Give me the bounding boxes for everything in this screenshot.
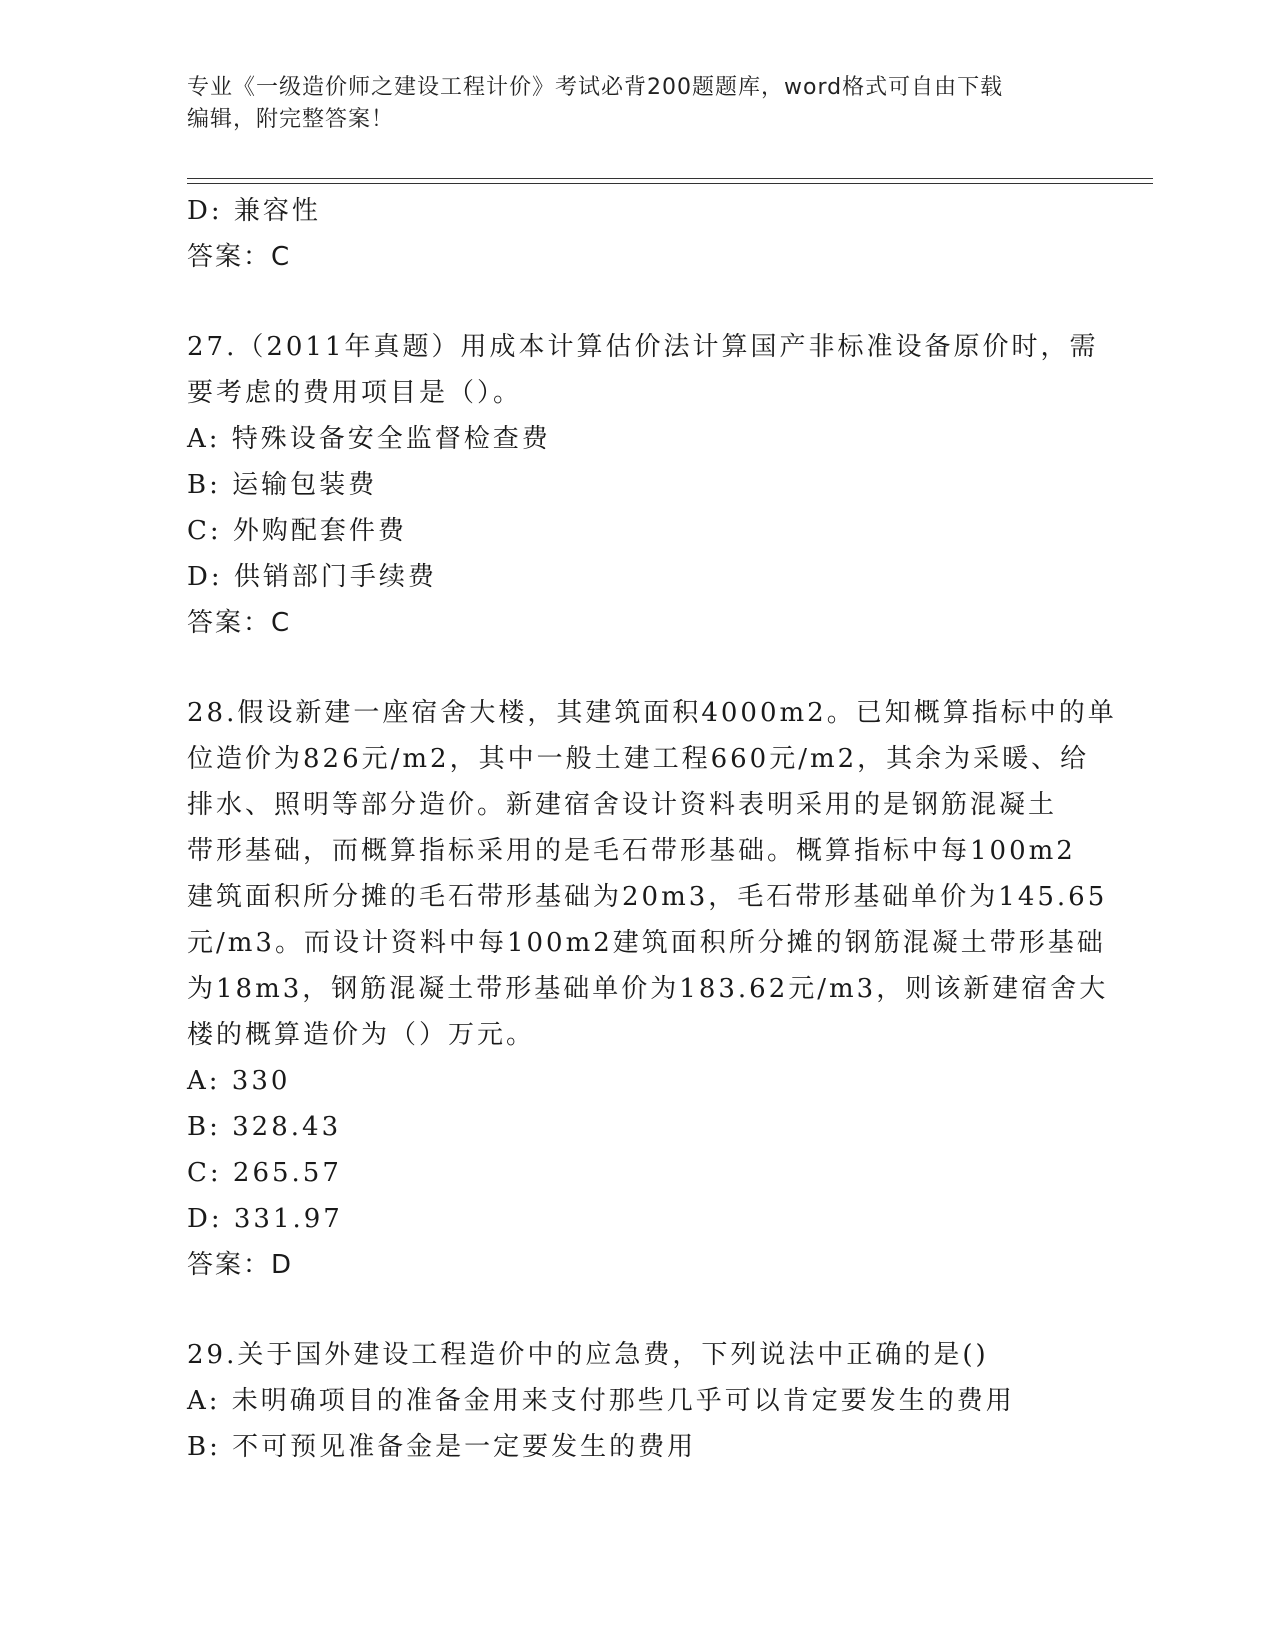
option-d: D: 供销部门手续费 [187,562,437,592]
question-line: 带形基础，而概算指标采用的是毛石带形基础。概算指标中每100m2 [187,836,1076,866]
question-text [187,1332,1087,1378]
question-28 [187,690,1117,1288]
option-d: D: 兼容性 [187,196,321,226]
option-d: D: 331.97 [187,1204,343,1234]
document-body [187,188,1117,1470]
header-rule-bottom [187,183,1153,184]
header-line-1: 专业《一级造价师之建设工程计价》考试必背200题题库，word格式可自由下载 [187,75,1004,100]
question-27 [187,324,1099,646]
question-text [187,324,1099,416]
question-29 [187,1332,1087,1470]
document-header [187,72,1087,136]
header-rule-top [187,178,1153,179]
question-line: 27.（2011年真题）用成本计算估价法计算国产非标准设备原价时，需 [187,332,1099,362]
header-line-2: 编辑，附完整答案！ [187,107,395,132]
option-b: B: 不可预见准备金是一定要发生的费用 [187,1432,697,1462]
question-line: 28.假设新建一座宿舍大楼，其建筑面积4000m2。已知概算指标中的单 [187,698,1117,728]
option-a: A: 未明确项目的准备金用来支付那些几乎可以肯定要发生的费用 [187,1386,1015,1416]
question-line: 元/m3。而设计资料中每100m2建筑面积所分摊的钢筋混凝土带形基础 [187,928,1106,958]
question-line: 排水、照明等部分造价。新建宿舍设计资料表明采用的是钢筋混凝土 [187,790,1058,820]
option-c: C: 外购配套件费 [187,516,407,546]
prev-question-tail [187,188,1087,280]
question-text [187,690,1117,1058]
option-a: A: 330 [187,1066,291,1096]
question-line: 29.关于国外建设工程造价中的应急费，下列说法中正确的是() [187,1340,989,1370]
question-line: 为18m3，钢筋混凝土带形基础单价为183.62元/m3，则该新建宿舍大 [187,974,1109,1004]
option-a: A: 特殊设备安全监督检查费 [187,424,551,454]
option-b: B: 运输包装费 [187,470,378,500]
question-line: 位造价为826元/m2，其中一般土建工程660元/m2，其余为采暖、给 [187,744,1090,774]
option-b: B: 328.43 [187,1112,342,1142]
question-line: 建筑面积所分摊的毛石带形基础为20m3，毛石带形基础单价为145.65 [187,882,1108,912]
answer: 答案：C [187,242,292,272]
question-line: 要考虑的费用项目是（）。 [187,378,523,408]
question-line: 楼的概算造价为（）万元。 [187,1020,536,1050]
option-c: C: 265.57 [187,1158,342,1188]
answer: 答案：D [187,1250,294,1280]
answer: 答案：C [187,608,292,638]
